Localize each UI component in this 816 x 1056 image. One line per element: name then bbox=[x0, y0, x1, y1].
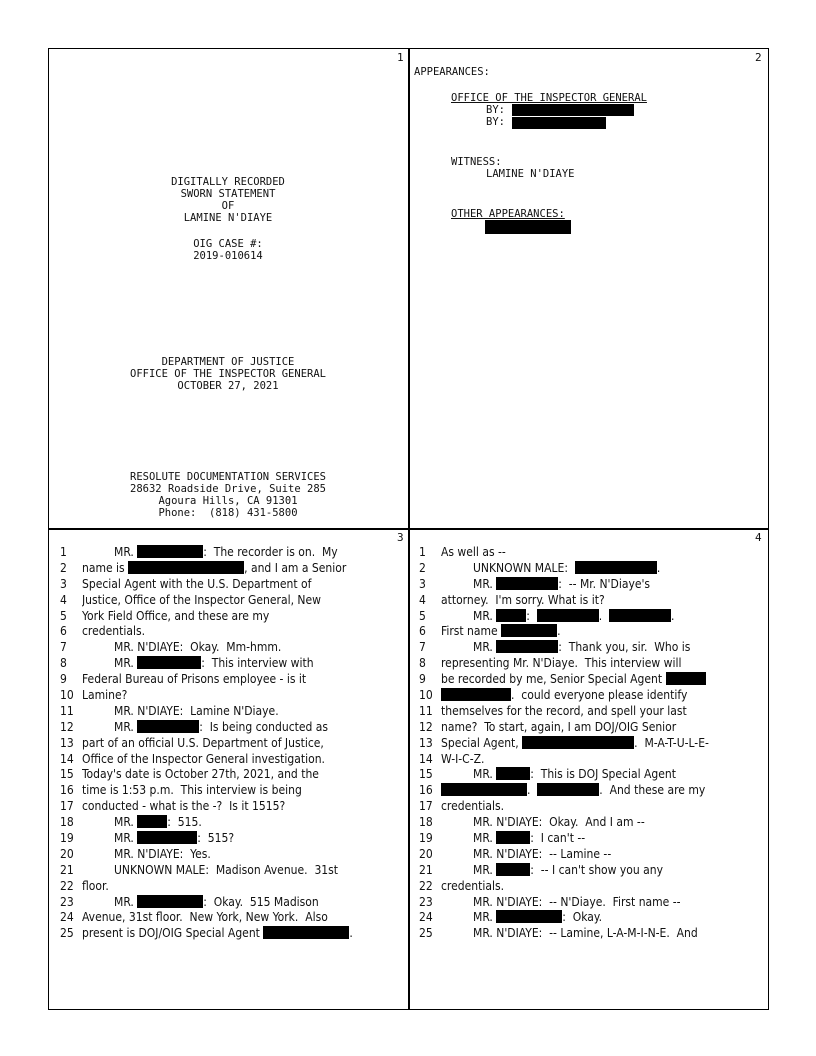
transcript-line bbox=[60, 593, 404, 609]
line-text bbox=[82, 609, 404, 625]
line-number: 18 bbox=[419, 815, 433, 830]
line-number: 11 bbox=[419, 703, 433, 718]
page-number-1: 1 bbox=[397, 51, 404, 64]
line-text-start: As well as -- bbox=[441, 545, 506, 559]
transcript-page-3 bbox=[60, 545, 404, 942]
transcript-line bbox=[60, 624, 404, 640]
line-number: 6 bbox=[60, 624, 67, 639]
line-number: 7 bbox=[60, 640, 67, 655]
other-appearances-heading: OTHER APPEARANCES: bbox=[451, 208, 565, 220]
line-text-start: UNKNOWN MALE: bbox=[473, 560, 575, 575]
line-text bbox=[441, 895, 763, 911]
redaction-bar bbox=[575, 561, 657, 574]
line-text bbox=[441, 926, 763, 942]
transcript-line bbox=[60, 640, 404, 656]
transcript-line bbox=[419, 720, 763, 736]
line-text bbox=[441, 767, 763, 783]
transcript-line bbox=[419, 688, 763, 704]
line-text-start: MR. bbox=[114, 656, 138, 671]
agency-block bbox=[48, 356, 408, 392]
line-text bbox=[82, 879, 404, 895]
line-number: 12 bbox=[419, 719, 433, 734]
cover-title bbox=[48, 176, 408, 224]
line-text bbox=[82, 624, 404, 640]
transcript-line bbox=[419, 767, 763, 783]
line-text bbox=[82, 863, 404, 879]
line-text-start: MR. bbox=[473, 640, 497, 655]
line-text-start: UNKNOWN MALE: Madison Avenue. 31st bbox=[114, 862, 339, 877]
line-text-end: . bbox=[349, 926, 353, 941]
transcript-line bbox=[419, 847, 763, 863]
line-text-start: MR. bbox=[473, 910, 497, 925]
redaction-bar bbox=[666, 672, 706, 685]
line-text-end: , and I am a Senior bbox=[244, 560, 347, 575]
agency-line: DEPARTMENT OF JUSTICE bbox=[161, 356, 295, 368]
line-number: 9 bbox=[60, 672, 67, 687]
line-number: 7 bbox=[419, 640, 426, 655]
line-text-start: Avenue, 31st floor. New York, New York. Also bbox=[82, 910, 328, 925]
transcript-line bbox=[419, 704, 763, 720]
appearances-heading: APPEARANCES: bbox=[414, 66, 490, 78]
line-text-end: : Is being conducted as bbox=[199, 719, 329, 734]
transcript-line bbox=[419, 609, 763, 625]
line-text bbox=[441, 545, 763, 561]
line-number: 5 bbox=[419, 608, 426, 623]
transcript-line bbox=[60, 720, 404, 736]
transcript-line bbox=[419, 577, 763, 593]
line-text-start: MR. N'DIAYE: -- N'Diaye. First name -- bbox=[473, 894, 681, 909]
line-text bbox=[441, 561, 763, 577]
agency-date: OCTOBER 27, 2021 bbox=[177, 380, 279, 392]
redaction-bar bbox=[496, 609, 526, 622]
line-number: 15 bbox=[60, 767, 74, 782]
redaction-bar bbox=[496, 863, 530, 876]
line-text bbox=[441, 672, 763, 688]
line-text-start: present is DOJ/OIG Special Agent bbox=[82, 926, 264, 941]
line-number: 10 bbox=[60, 688, 74, 703]
line-text-start: representing Mr. N'Diaye. This interview will bbox=[441, 656, 682, 671]
line-number: 10 bbox=[419, 688, 433, 703]
line-text bbox=[441, 752, 763, 768]
service-phone: Phone: (818) 431-5800 bbox=[158, 507, 298, 519]
line-text-start: First name bbox=[441, 624, 502, 639]
line-number: 19 bbox=[419, 831, 433, 846]
line-text-end: : Okay. 515 Madison bbox=[203, 894, 319, 909]
line-number: 25 bbox=[60, 926, 74, 941]
line-text-end: : This interview with bbox=[201, 656, 314, 671]
line-text-start: attorney. I'm sorry. What is it? bbox=[441, 592, 605, 607]
cover-title-line: OF bbox=[221, 200, 235, 212]
transcript-line bbox=[60, 672, 404, 688]
transcript-line bbox=[60, 545, 404, 561]
transcript-line bbox=[419, 815, 763, 831]
cover-title-line: SWORN STATEMENT bbox=[180, 188, 276, 200]
redaction-block bbox=[512, 104, 634, 116]
redaction-bar bbox=[137, 720, 199, 733]
line-text bbox=[82, 847, 404, 863]
line-text-start: MR. bbox=[114, 894, 138, 909]
transcript-line bbox=[60, 926, 404, 942]
case-label: OIG CASE #: bbox=[193, 238, 263, 250]
line-number: 4 bbox=[419, 592, 426, 607]
line-text-start: credentials. bbox=[82, 624, 145, 639]
redaction-bar bbox=[137, 545, 203, 558]
line-number: 23 bbox=[419, 894, 433, 909]
line-number: 16 bbox=[60, 783, 74, 798]
line-text-end: : The recorder is on. My bbox=[203, 545, 338, 559]
line-text-start: MR. bbox=[473, 767, 497, 782]
transcript-line bbox=[60, 704, 404, 720]
line-text bbox=[82, 704, 404, 720]
case-number bbox=[48, 238, 408, 262]
line-text bbox=[82, 561, 404, 577]
transcript-line bbox=[60, 783, 404, 799]
line-text-start: Office of the Inspector General investigation. bbox=[82, 751, 325, 766]
line-text bbox=[82, 783, 404, 799]
line-text bbox=[82, 672, 404, 688]
line-text-end: : This is DOJ Special Agent bbox=[530, 767, 676, 782]
line-text bbox=[82, 640, 404, 656]
line-number: 14 bbox=[419, 751, 433, 766]
line-text-start: Lamine? bbox=[82, 688, 128, 703]
line-text-start: Federal Bureau of Prisons employee - is it bbox=[82, 672, 307, 687]
transcript-line bbox=[419, 910, 763, 926]
line-text bbox=[441, 720, 763, 736]
line-text bbox=[441, 879, 763, 895]
line-number: 6 bbox=[419, 624, 426, 639]
redaction-bar bbox=[496, 831, 530, 844]
line-text bbox=[441, 640, 763, 656]
line-text bbox=[441, 704, 763, 720]
line-text bbox=[82, 577, 404, 593]
line-number: 20 bbox=[419, 846, 433, 861]
line-text bbox=[82, 799, 404, 815]
transcript-line bbox=[60, 799, 404, 815]
redaction-bar bbox=[137, 656, 201, 669]
line-text bbox=[82, 752, 404, 768]
redaction-bar bbox=[522, 736, 634, 749]
transcript-line bbox=[60, 863, 404, 879]
line-text bbox=[82, 895, 404, 911]
line-number: 12 bbox=[60, 719, 74, 734]
transcript-line bbox=[60, 910, 404, 926]
page-number-2: 2 bbox=[755, 51, 762, 64]
line-text-start: MR. N'DIAYE: Okay. Mm-hmm. bbox=[114, 640, 282, 655]
line-text-end: . bbox=[656, 560, 661, 575]
agency-line: OFFICE OF THE INSPECTOR GENERAL bbox=[130, 368, 326, 380]
line-number: 17 bbox=[419, 799, 433, 814]
page-number-3: 3 bbox=[397, 531, 404, 544]
line-text-start: MR. N'DIAYE: Okay. And I am -- bbox=[473, 815, 645, 830]
line-text-start: York Field Office, and these are my bbox=[82, 608, 270, 623]
line-number: 16 bbox=[419, 783, 433, 798]
line-text-start: time is 1:53 p.m. This interview is being bbox=[82, 783, 302, 798]
line-number: 15 bbox=[419, 767, 433, 782]
line-text-end: . M-A-T-U-L-E- bbox=[634, 735, 709, 750]
case-value: 2019-010614 bbox=[193, 250, 263, 262]
line-number: 13 bbox=[60, 735, 74, 750]
line-text bbox=[82, 720, 404, 736]
transcript-line bbox=[60, 847, 404, 863]
redaction-bar bbox=[537, 783, 599, 796]
transcript-line bbox=[419, 831, 763, 847]
redaction-bar bbox=[441, 783, 527, 796]
transcript-line bbox=[419, 783, 763, 799]
line-text-start: MR. N'DIAYE: Lamine N'Diaye. bbox=[114, 703, 279, 718]
redaction-bar bbox=[496, 767, 530, 780]
redaction-bar bbox=[137, 895, 203, 908]
line-number: 11 bbox=[60, 703, 74, 718]
transcript-line bbox=[419, 545, 763, 561]
transcript-line bbox=[60, 561, 404, 577]
redaction-bar bbox=[441, 688, 511, 701]
line-text bbox=[441, 783, 763, 799]
line-text-start: credentials. bbox=[441, 799, 504, 814]
line-text-start: name is bbox=[82, 560, 129, 575]
transcript-line bbox=[419, 863, 763, 879]
transcript-line bbox=[419, 561, 763, 577]
cover-title-line: DIGITALLY RECORDED bbox=[171, 176, 285, 188]
line-text-end: : Thank you, sir. Who is bbox=[558, 640, 691, 655]
redaction-bar bbox=[609, 609, 671, 622]
transcript-line bbox=[60, 752, 404, 768]
line-text-end: : 515? bbox=[197, 831, 235, 846]
line-text-start: MR. bbox=[114, 831, 138, 846]
transcript-page-4 bbox=[419, 545, 763, 942]
row-divider bbox=[48, 528, 769, 530]
line-text-start: Special Agent, bbox=[441, 735, 523, 750]
line-number: 3 bbox=[60, 576, 67, 591]
line-text bbox=[82, 688, 404, 704]
line-text-end: . bbox=[557, 624, 561, 639]
transcript-line bbox=[419, 640, 763, 656]
line-text-start: Special Agent with the U.S. Department of bbox=[82, 576, 312, 591]
line-text-start: themselves for the record, and spell your last bbox=[441, 703, 687, 718]
line-text bbox=[82, 831, 404, 847]
line-number: 19 bbox=[60, 831, 74, 846]
line-number: 20 bbox=[60, 846, 74, 861]
line-number: 22 bbox=[60, 878, 74, 893]
line-text-start: MR. N'DIAYE: -- Lamine -- bbox=[473, 846, 612, 861]
transcript-line bbox=[60, 736, 404, 752]
page-number-4: 4 bbox=[755, 531, 762, 544]
line-text bbox=[82, 815, 404, 831]
redaction-bar bbox=[496, 577, 558, 590]
line-text-start: floor. bbox=[82, 878, 109, 893]
transcript-line bbox=[419, 624, 763, 640]
line-text bbox=[441, 609, 763, 625]
redaction-bar bbox=[496, 640, 558, 653]
by-label: BY: bbox=[486, 116, 505, 128]
transcript-line bbox=[419, 879, 763, 895]
line-text-end: . could everyone please identify bbox=[511, 688, 688, 703]
line-text-start: MR. N'DIAYE: -- Lamine, L-A-M-I-N-E. And bbox=[473, 926, 698, 941]
transcript-line bbox=[60, 609, 404, 625]
line-number: 17 bbox=[60, 799, 74, 814]
transcript-line bbox=[60, 895, 404, 911]
line-text-start: MR. bbox=[473, 576, 497, 591]
redaction-bar bbox=[137, 831, 197, 844]
line-number: 24 bbox=[419, 910, 433, 925]
line-number: 3 bbox=[419, 576, 426, 591]
transcript-line bbox=[60, 656, 404, 672]
line-text-start: credentials. bbox=[441, 878, 504, 893]
line-text-end: : Okay. bbox=[562, 910, 602, 925]
line-text bbox=[82, 656, 404, 672]
line-number: 2 bbox=[60, 560, 67, 575]
line-text-end: : . . bbox=[526, 608, 675, 623]
line-text-start: MR. bbox=[473, 608, 497, 623]
line-number: 1 bbox=[419, 545, 426, 559]
transcript-line bbox=[419, 895, 763, 911]
line-number: 8 bbox=[60, 656, 67, 671]
line-text-end: : -- I can't show you any bbox=[530, 862, 664, 877]
line-text-start: be recorded by me, Senior Special Agent bbox=[441, 672, 666, 687]
line-text-start: MR. bbox=[473, 862, 497, 877]
transcript-line bbox=[419, 799, 763, 815]
line-text-start: conducted - what is the -? Is it 1515? bbox=[82, 799, 286, 814]
line-number: 21 bbox=[60, 862, 74, 877]
line-text bbox=[441, 831, 763, 847]
line-text bbox=[441, 815, 763, 831]
line-number: 25 bbox=[419, 926, 433, 941]
redaction-bar bbox=[128, 561, 244, 574]
oig-office-heading: OFFICE OF THE INSPECTOR GENERAL bbox=[451, 92, 647, 104]
transcript-line bbox=[60, 879, 404, 895]
redaction-bar bbox=[263, 926, 349, 939]
transcript-line bbox=[419, 593, 763, 609]
line-text bbox=[441, 593, 763, 609]
line-text-start: name? To start, again, I am DOJ/OIG Senior bbox=[441, 719, 677, 734]
transcript-line bbox=[60, 815, 404, 831]
line-text bbox=[82, 545, 404, 561]
line-text-start: MR. bbox=[114, 545, 138, 559]
line-text bbox=[82, 767, 404, 783]
line-text bbox=[441, 910, 763, 926]
redaction-block bbox=[512, 117, 606, 129]
line-text bbox=[441, 847, 763, 863]
line-text bbox=[441, 736, 763, 752]
transcript-line bbox=[60, 577, 404, 593]
redaction-bar bbox=[501, 624, 557, 637]
by-label: BY: bbox=[486, 104, 505, 116]
line-number: 13 bbox=[419, 735, 433, 750]
line-text bbox=[441, 799, 763, 815]
line-text-start: MR. N'DIAYE: Yes. bbox=[114, 846, 211, 861]
line-text-end: : I can't -- bbox=[530, 831, 586, 846]
line-text-start: MR. bbox=[114, 815, 138, 830]
line-text-start: Today's date is October 27th, 2021, and the bbox=[82, 767, 319, 782]
line-text-start: MR. bbox=[114, 719, 138, 734]
line-number: 4 bbox=[60, 592, 67, 607]
transcript-line bbox=[419, 672, 763, 688]
line-number: 1 bbox=[60, 545, 67, 559]
line-text bbox=[82, 593, 404, 609]
line-number: 23 bbox=[60, 894, 74, 909]
line-text-start: W-I-C-Z. bbox=[441, 751, 485, 766]
line-number: 24 bbox=[60, 910, 74, 925]
transcript-line bbox=[60, 688, 404, 704]
transcript-line bbox=[419, 736, 763, 752]
line-number: 9 bbox=[419, 672, 426, 687]
transcript-line bbox=[419, 926, 763, 942]
line-number: 5 bbox=[60, 608, 67, 623]
transcript-line bbox=[60, 767, 404, 783]
line-number: 22 bbox=[419, 878, 433, 893]
redaction-block bbox=[485, 220, 571, 234]
redaction-bar bbox=[537, 609, 599, 622]
redaction-bar bbox=[496, 910, 562, 923]
line-text bbox=[82, 926, 404, 942]
line-text-start: part of an official U.S. Department of Justice, bbox=[82, 735, 324, 750]
line-text-start: Justice, Office of the Inspector General, New bbox=[82, 592, 321, 607]
line-text-start: MR. bbox=[473, 831, 497, 846]
line-number: 21 bbox=[419, 862, 433, 877]
line-text bbox=[441, 656, 763, 672]
witness-label: WITNESS: bbox=[451, 156, 502, 168]
transcript-line bbox=[60, 831, 404, 847]
line-text bbox=[82, 910, 404, 926]
reporting-service bbox=[48, 471, 408, 519]
line-text bbox=[441, 577, 763, 593]
service-city: Agoura Hills, CA 91301 bbox=[158, 495, 298, 507]
transcript-line bbox=[419, 752, 763, 768]
line-text bbox=[441, 863, 763, 879]
redaction-bar bbox=[137, 815, 167, 828]
cover-title-line: LAMINE N'DIAYE bbox=[183, 212, 273, 224]
line-text bbox=[441, 688, 763, 704]
service-name: RESOLUTE DOCUMENTATION SERVICES bbox=[130, 471, 326, 483]
line-text bbox=[441, 624, 763, 640]
line-text-end: : -- Mr. N'Diaye's bbox=[558, 576, 651, 591]
line-number: 2 bbox=[419, 560, 426, 575]
transcript-line bbox=[419, 656, 763, 672]
line-text-end: . . And these are my bbox=[527, 783, 706, 798]
witness-name: LAMINE N'DIAYE bbox=[486, 168, 575, 180]
line-text bbox=[82, 736, 404, 752]
service-address: 28632 Roadside Drive, Suite 285 bbox=[130, 483, 326, 495]
line-number: 14 bbox=[60, 751, 74, 766]
line-text-end: : 515. bbox=[167, 815, 202, 830]
line-number: 18 bbox=[60, 815, 74, 830]
line-number: 8 bbox=[419, 656, 426, 671]
